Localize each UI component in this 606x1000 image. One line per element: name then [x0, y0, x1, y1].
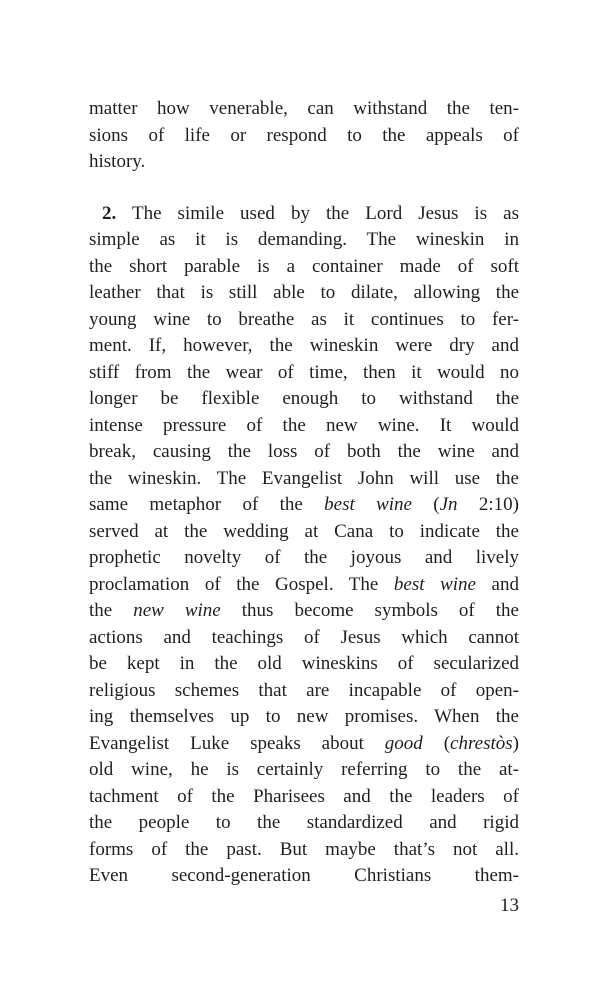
text-segment: forms of the past. But maybe that’s not all. — [89, 838, 519, 860]
bold-text-segment: 2. — [102, 202, 117, 224]
text-segment: religious schemes that are incapable of open- — [89, 679, 519, 701]
text-line — [89, 333, 519, 360]
text-segment: proclamation of the Gospel. The — [89, 573, 394, 595]
italic-text-segment: best wine — [393, 573, 476, 595]
text-segment: break, causing the loss of both the wine and — [89, 441, 519, 462]
text-line — [89, 96, 519, 123]
text-segment: stiff from the wear of time, then it would no — [89, 361, 519, 383]
text-line — [89, 678, 519, 705]
text-segment: ( — [411, 494, 440, 515]
italic-text-segment: good — [384, 732, 423, 754]
text-segment: ( — [422, 732, 451, 754]
text-line — [89, 545, 519, 572]
text-segment: tachment of the Pharisees and the leaders of — [89, 785, 519, 807]
italic-text-segment: Jn — [439, 494, 458, 515]
italic-text-segment: best wine — [324, 494, 412, 515]
text-line — [89, 227, 519, 254]
text-segment: young wine to breathe as it continues to fer- — [89, 308, 519, 330]
text-line — [89, 439, 519, 466]
text-segment: simple as it is demanding. The wineskin in — [89, 229, 519, 250]
text-segment: be kept in the old wineskins of secularized — [89, 653, 519, 674]
text-line — [89, 625, 519, 652]
text-segment: longer be flexible enough to withstand the — [89, 388, 519, 409]
text-line — [89, 810, 519, 837]
text-segment: actions and teachings of Jesus which cannot — [89, 626, 519, 648]
text-line — [89, 201, 519, 228]
text-segment: and — [475, 573, 519, 595]
text-line — [89, 757, 519, 784]
text-line — [89, 254, 519, 281]
text-segment: matter how venerable, can withstand the ten- — [89, 98, 519, 119]
text-segment: The simile used by the Lord Jesus is as — [116, 202, 519, 224]
text-segment: history. — [89, 151, 146, 172]
text-segment: the people to the standardized and rigid — [89, 812, 519, 833]
text-line — [89, 731, 519, 758]
text-line — [89, 863, 519, 890]
page-number: 13 — [500, 895, 519, 916]
text-segment: leather that is still able to dilate, allowing the — [89, 282, 519, 303]
text-line — [89, 466, 519, 493]
italic-text-segment: chrestòs — [450, 732, 513, 754]
text-segment: ment. If, however, the wineskin were dry and — [89, 335, 519, 356]
text-line — [89, 651, 519, 678]
text-block — [89, 96, 519, 890]
text-segment: served at the wedding at Cana to indicate the — [89, 520, 519, 542]
text-segment: old wine, he is certainly referring to the at- — [89, 759, 519, 780]
text-segment: thus become symbols of the — [220, 600, 519, 621]
text-segment: sions of life or respond to the appeals of — [89, 124, 519, 146]
text-line — [89, 386, 519, 413]
text-segment: the — [89, 600, 134, 621]
text-line — [89, 413, 519, 440]
text-line — [89, 492, 519, 519]
text-segment: the short parable is a container made of soft — [89, 255, 519, 277]
text-line — [89, 784, 519, 811]
text-segment: prophetic novelty of the joyous and lively — [89, 547, 519, 568]
text-line — [89, 123, 519, 150]
text-line — [89, 704, 519, 731]
text-line — [89, 572, 519, 599]
text-line — [89, 149, 519, 176]
text-segment: ing themselves up to new promises. When the — [89, 706, 519, 727]
text-segment: 2:10) — [457, 494, 519, 515]
text-line — [89, 280, 519, 307]
italic-text-segment: new wine — [133, 600, 221, 621]
text-segment: the wineskin. The Evangelist John will use the — [89, 467, 519, 489]
text-line — [89, 519, 519, 546]
text-line — [89, 837, 519, 864]
text-line — [89, 598, 519, 625]
text-segment: ) — [512, 732, 519, 754]
text-segment: intense pressure of the new wine. It would — [89, 414, 519, 436]
text-segment: Even second-generation Christians them- — [89, 865, 519, 886]
text-line — [89, 307, 519, 334]
text-segment: same metaphor of the — [89, 494, 325, 515]
text-line — [89, 360, 519, 387]
text-segment: Evangelist Luke speaks about — [89, 732, 385, 754]
